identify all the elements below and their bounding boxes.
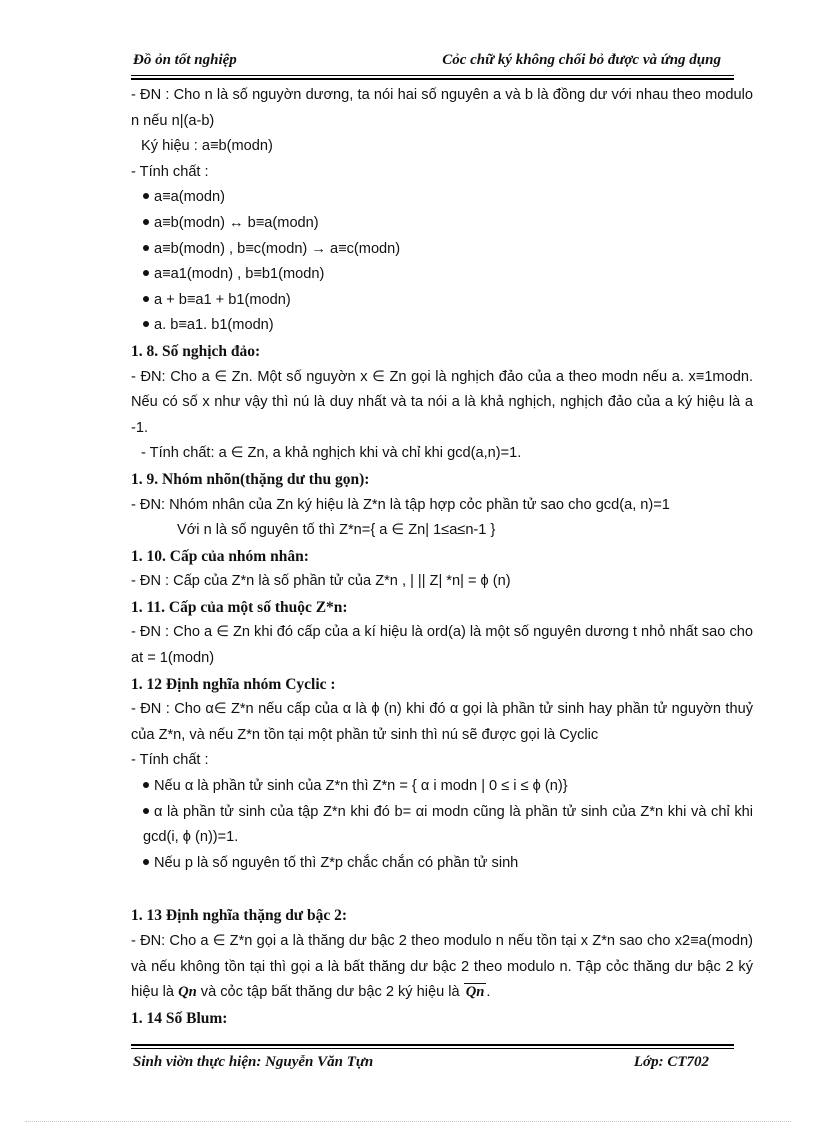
footer-rule-thick [131,1044,734,1046]
residue-set-symbol: Qn [178,984,197,1001]
section-heading-1-12: 1. 12 Định nghĩa nhóm Cyclic : [131,675,336,693]
header-right-title: Cỏc chữ ký không chối bỏ được và ứng dụng [442,52,721,68]
document-body [131,83,753,1031]
cyclic-properties-label: - Tính chất : [131,752,209,769]
property-item: a≡b(modn) , b≡c(modn) → a≡c(modn) [131,237,753,263]
group-order-definition: - ĐN : Cấp của Z*n là số phần tử của Z*n , | || Z| *n| = ϕ (n) [131,573,511,590]
section-heading-1-13: 1. 13 Định nghĩa thặng dư bậc 2: [131,907,348,925]
inverse-definition: - ĐN: Cho a ∈ Zn. Một số nguyờn x ∈ Zn gọi là nghịch đảo của a theo modn nếu a. x≡1modn. Nếu có số x như vậy thì nú là duy nhất và ta nói a là khả nghịch, nghịch đảo của a ký hiệu là a -1. [131,368,753,436]
bullet-icon [143,859,149,865]
multiplicative-group-prime: Với n là số nguyên tố thì Z*n={ a ∈ Zn| 1≤a≤n-1 } [177,522,496,539]
page-bottom-dotted-line [25,1121,791,1122]
bullet-icon [143,782,149,788]
section-heading-1-14: 1. 14 Số Blum: [131,1009,228,1027]
section-heading-1-9: 1. 9. Nhóm nhõn(thặng dư thu gọn): [131,470,370,488]
cyclic-property-item: Nếu p là số nguyên tố thì Z*p chắc chắn có phần tử sinh [131,851,753,877]
footer-rule-thin [131,1048,734,1049]
quadratic-residue-definition: - ĐN: Cho a ∈ Z*n gọi a là thăng dư bậc 2 theo modulo n nếu tồn tại x Z*n sao cho x2≡a(modn) và nếu không tồn tại thì gọi a là bất thăng dư bậc 2 theo modulo n. Tập cỏc thăng dư bậc 2 ký hiệu là Qn và cỏc tập bất thăng dư bậc 2 ký hiệu là Qn . [131,933,753,1001]
bullet-icon [143,193,149,199]
footer-class: Lớp: CT702 [633,1054,709,1070]
property-item: a≡b(modn) ↔ b≡a(modn) [131,211,753,237]
bullet-icon [143,245,149,251]
page-header [131,52,735,72]
header-rule-double [131,78,734,80]
properties-label: - Tính chất : [131,163,209,180]
multiplicative-group-definition: - ĐN: Nhóm nhân của Zn ký hiệu là Z*n là tập hợp cỏc phần tử sao cho gcd(a, n)=1 [131,496,670,513]
bullet-icon [143,270,149,276]
property-item: a≡a(modn) [131,185,753,211]
bullet-icon [143,219,149,225]
header-left-title: Đồ ỏn tốt nghiệp [133,52,237,68]
non-residue-set-symbol: Qn [465,984,485,1001]
property-item: a + b≡a1 + b1(modn) [131,288,753,314]
cyclic-property-item: Nếu α là phần tử sinh của Z*n thì Z*n = { α i modn | 0 ≤ i ≤ ϕ (n)} [131,774,753,800]
bullet-icon [143,808,149,814]
cyclic-group-definition: - ĐN : Cho α∈ Z*n nếu cấp của α là ϕ (n) khi đó α gọi là phần tử sinh hay phần tử nguyờn thuỷ của Z*n, và nếu Z*n tồn tại một phần tử sinh thì nú sẽ được gọi là Cyclic [131,701,753,743]
blank-line [131,876,753,903]
property-item: a. b≡a1. b1(modn) [131,313,753,339]
cyclic-property-item: α là phần tử sinh của tập Z*n khi đó b= αi modn cũng là phần tử sinh của Z*n khi và chỉ khi gcd(i, ϕ (n))=1. [143,803,753,846]
section-heading-1-10: 1. 10. Cấp của nhóm nhân: [131,547,309,565]
footer-student-name: Sinh viờn thực hiện: Nguyễn Văn Tựn [133,1054,374,1070]
inverse-property: - Tính chất: a ∈ Zn, a khả nghịch khi và chỉ khi gcd(a,n)=1. [141,445,522,462]
header-rule-thick [131,75,734,76]
page-footer [131,1054,735,1074]
congruence-notation: Ký hiệu : a≡b(modn) [141,138,273,155]
bullet-icon [143,321,149,327]
element-order-definition: - ĐN : Cho a ∈ Zn khi đó cấp của a kí hiệu là ord(a) là một số nguyên dương t nhỏ nhất sao cho at = 1(modn) [131,624,753,667]
property-item: a≡a1(modn) , b≡b1(modn) [131,262,753,288]
section-heading-1-8: 1. 8. Số nghịch đảo: [131,342,261,360]
bullet-icon [143,296,149,302]
section-heading-1-11: 1. 11. Cấp của một số thuộc Z*n: [131,598,348,616]
congruence-definition: - ĐN : Cho n là số nguyờn dương, ta nói hai số nguyên a và b là đồng dư với nhau theo modulo n nếu n|(a-b) [131,87,753,129]
